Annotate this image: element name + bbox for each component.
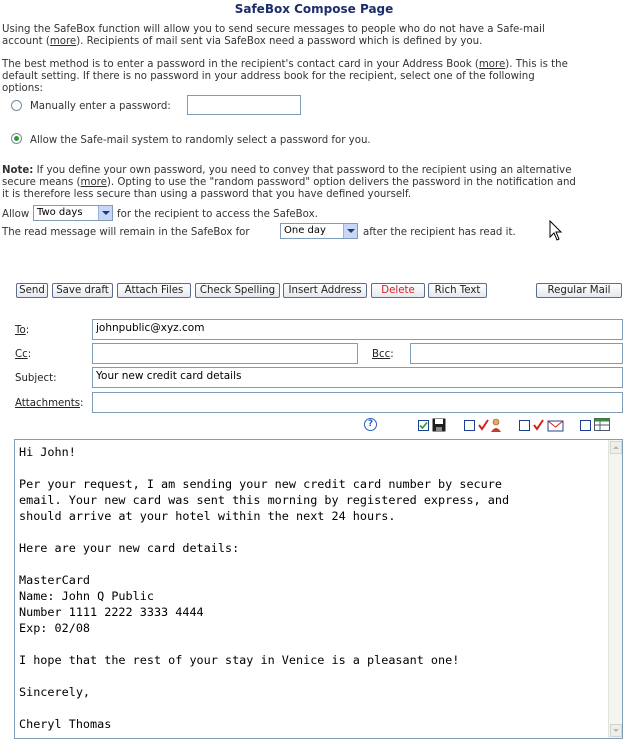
read-notification-icon xyxy=(478,418,504,432)
scroll-down-arrow-icon[interactable] xyxy=(610,724,622,737)
note-line-3: it is therefore less secure than using a password that you have defined yourself. xyxy=(2,189,412,200)
attachments-field[interactable] xyxy=(92,392,623,413)
bcc-field[interactable] xyxy=(410,343,623,364)
insert-address-button[interactable]: Insert Address xyxy=(283,283,367,298)
message-body-text: Hi John! Per your request, I am sending your new credit card number by secure email. Your new card was sent this morning by registered express, and should arrive at your hotel within the next 24 hours. Here are your new card details: MasterCard Name: John Q Public Number 1111 2222 3333 4444 Exp: 02/08 I hope that the rest of your stay in Venice is a pleasant one! Sincerely, Cheryl Thomas xyxy=(19,445,510,731)
manual-password-input[interactable] xyxy=(187,95,301,115)
method-line-2: default setting. If there is no password in your address book for the recipient, select one of the following xyxy=(2,71,535,82)
send-button[interactable]: Send xyxy=(16,283,48,298)
to-field[interactable]: johnpublic@xyz.com xyxy=(92,319,623,340)
chevron-down-icon xyxy=(343,224,357,238)
help-icon[interactable]: ? xyxy=(364,418,377,431)
save-copy-checkbox[interactable] xyxy=(418,420,429,431)
more-link-safe-mail[interactable]: more xyxy=(49,36,77,47)
intro-line-1: Using the SafeBox function will allow you to send secure messages to people who do not have a Safe-mail xyxy=(2,24,545,35)
attach-files-button[interactable]: Attach Files xyxy=(117,283,191,298)
delete-button[interactable]: Delete xyxy=(371,283,425,298)
read-notify-checkbox[interactable] xyxy=(464,420,475,431)
save-draft-button[interactable]: Save draft xyxy=(52,283,113,298)
manual-password-radio[interactable] xyxy=(11,100,22,111)
cc-field[interactable] xyxy=(92,343,358,364)
method-paragraph xyxy=(2,59,628,95)
manual-password-label: Manually enter a password: xyxy=(30,101,171,112)
chevron-down-icon xyxy=(98,206,112,220)
checkmark-icon xyxy=(419,421,428,430)
cc-label: Cc: xyxy=(15,349,32,360)
bcc-label: Bcc: xyxy=(372,349,394,360)
access-duration-select[interactable]: Two days xyxy=(33,205,113,221)
message-body-textarea[interactable] xyxy=(14,439,623,739)
to-label: To: xyxy=(15,325,30,336)
mouse-cursor-icon xyxy=(549,220,563,242)
attachments-label: Attachments: xyxy=(15,398,84,409)
note-line-2: secure means (more). Opting to use the "random password" option delivers the password in the notification and xyxy=(2,177,576,188)
options-checkbox[interactable] xyxy=(580,420,591,431)
check-spelling-button[interactable]: Check Spelling xyxy=(195,283,280,298)
scroll-up-arrow-icon[interactable] xyxy=(610,441,622,454)
more-link-password[interactable]: more xyxy=(80,177,107,188)
note-line-1: Note: If you define your own password, you need to convey that password to the recipient using an alternative xyxy=(2,165,572,176)
intro-paragraph xyxy=(2,24,628,48)
page-title: SafeBox Compose Page xyxy=(234,2,394,16)
intro-line-2: account (more). Recipients of mail sent via SafeBox need a password which is defined by you. xyxy=(2,36,483,47)
more-link-address-book[interactable]: more xyxy=(478,59,506,70)
rich-text-button[interactable]: Rich Text xyxy=(428,283,487,298)
random-password-label: Allow the Safe-mail system to randomly select a password for you. xyxy=(30,135,371,146)
receipt-checkbox[interactable] xyxy=(519,420,530,431)
floppy-disk-icon xyxy=(432,418,446,432)
envelope-receipt-icon xyxy=(533,418,565,432)
allow-suffix: for the recipient to access the SafeBox. xyxy=(117,209,318,220)
allow-prefix: Allow xyxy=(2,209,30,220)
subject-field[interactable]: Your new credit card details xyxy=(92,367,623,388)
method-line-3: options: xyxy=(2,83,43,94)
subject-label: Subject: xyxy=(15,373,57,384)
note-paragraph xyxy=(2,165,628,201)
table-icon xyxy=(594,418,610,431)
regular-mail-button[interactable]: Regular Mail xyxy=(536,283,622,298)
method-line-1: The best method is to enter a password in the recipient's contact card in your Address Book (more). This is the xyxy=(2,59,568,70)
read-retention-select[interactable]: One day xyxy=(280,223,358,239)
read-suffix: after the recipient has read it. xyxy=(363,227,516,238)
read-prefix: The read message will remain in the SafeBox for xyxy=(2,227,250,238)
message-scrollbar[interactable] xyxy=(608,440,622,738)
random-password-radio[interactable] xyxy=(11,133,22,144)
